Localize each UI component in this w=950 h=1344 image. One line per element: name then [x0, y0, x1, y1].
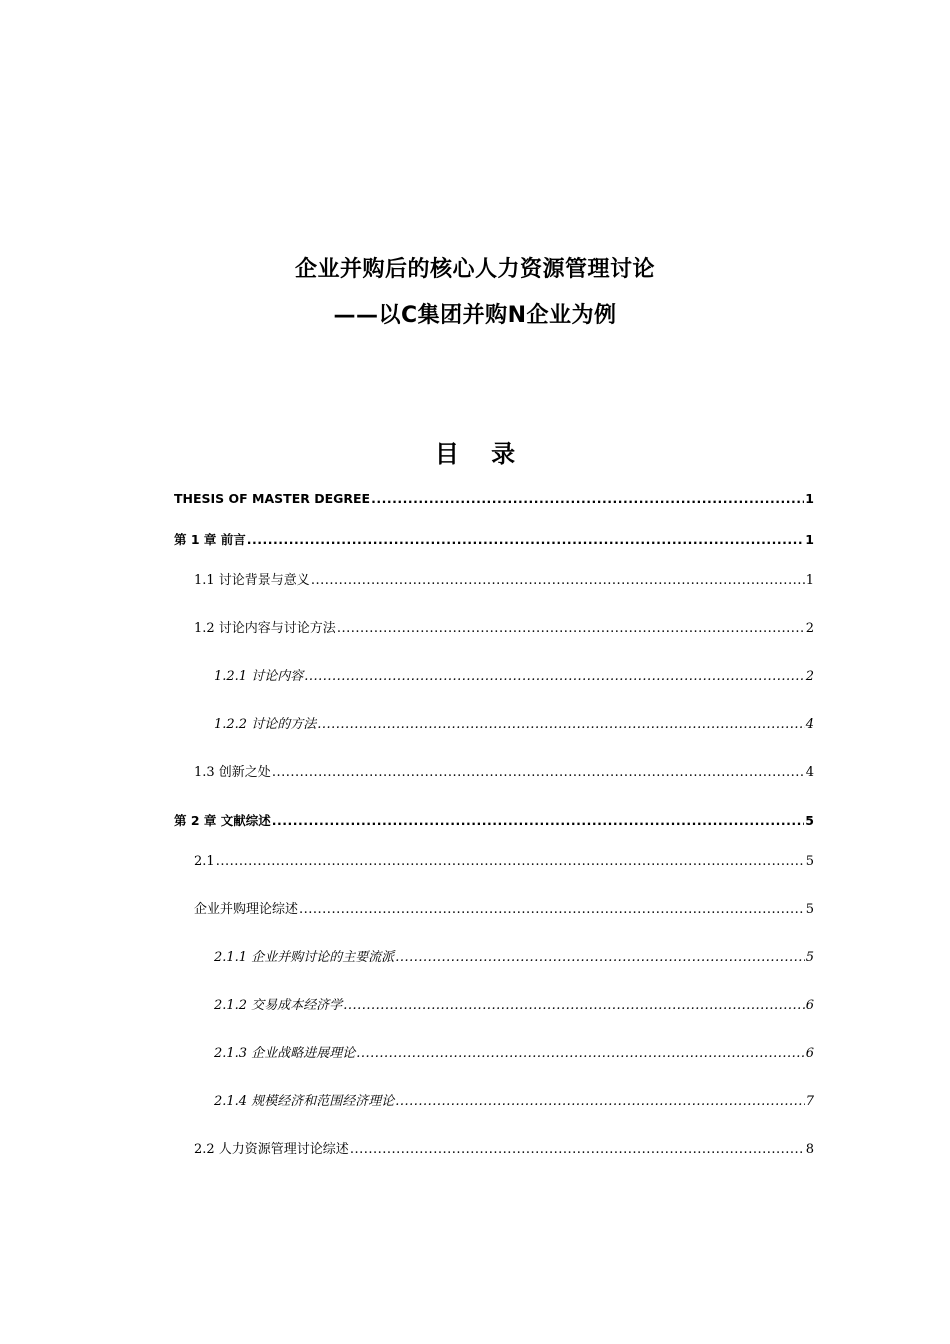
toc-leader-dots: [343, 997, 805, 1015]
toc-entry-label: 1.2 讨论内容与讨论方法: [194, 621, 336, 636]
toc-entry-page: 4: [805, 717, 814, 732]
toc-entry[interactable]: [214, 997, 814, 1015]
toc-entry-label: 2.1.1 企业并购讨论的主要流派: [214, 950, 395, 965]
toc-entry-page: 6: [805, 998, 814, 1013]
toc-leader-dots: [395, 1093, 805, 1111]
toc-leader-dots: [395, 949, 805, 967]
toc-entry[interactable]: [194, 764, 814, 782]
toc-entry-label: 企业并购理论综述: [194, 902, 299, 917]
toc-entry-page: 1: [805, 532, 814, 547]
toc-heading: 目 录: [434, 440, 528, 468]
toc-entry[interactable]: [214, 949, 814, 967]
document-subtitle: ——以C集团并购N企业为例: [333, 303, 617, 328]
toc-entry-page: 5: [805, 813, 814, 828]
toc-entry[interactable]: [174, 490, 814, 508]
toc-entry[interactable]: [214, 1045, 814, 1063]
toc-entry-label: 第 2 章 文献综述: [174, 813, 271, 828]
toc-leader-dots: [337, 620, 805, 638]
toc-entry-label: 1.3 创新之处: [194, 765, 271, 780]
toc-entry-page: 1: [805, 573, 814, 588]
toc-leader-dots: [272, 812, 805, 830]
toc-entry-label: 2.1.4 规模经济和范围经济理论: [214, 1094, 395, 1109]
toc-entry[interactable]: [214, 1093, 814, 1111]
toc-entry[interactable]: [214, 668, 814, 686]
toc-entry[interactable]: [174, 531, 814, 549]
toc-leader-dots: [317, 716, 805, 734]
toc-leader-dots: [371, 490, 804, 508]
toc-entry-page: 5: [805, 902, 814, 917]
toc-entry-page: 5: [805, 854, 814, 869]
toc-leader-dots: [311, 572, 805, 590]
toc-entry-label: 第 1 章 前言: [174, 532, 246, 547]
toc-entry[interactable]: [214, 716, 814, 734]
toc-entry-page: 6: [805, 1046, 814, 1061]
toc-leader-dots: [356, 1045, 805, 1063]
toc-entry-page: 5: [805, 950, 814, 965]
toc-entry-page: 2: [805, 621, 814, 636]
document-title: 企业并购后的核心人力资源管理讨论: [294, 257, 655, 282]
toc-entry-page: 4: [805, 765, 814, 780]
toc-entry-label: 1.2.2 讨论的方法: [214, 717, 317, 732]
toc-entry[interactable]: [194, 901, 814, 919]
toc-entry-label: THESIS OF MASTER DEGREE: [174, 491, 371, 506]
toc-entry-page: 8: [805, 1142, 814, 1157]
toc-entry-label: 2.1.3 企业战略进展理论: [214, 1046, 356, 1061]
toc-entry-label: 2.1.2 交易成本经济学: [214, 998, 343, 1013]
toc-entry[interactable]: [194, 620, 814, 638]
toc-leader-dots: [299, 901, 805, 919]
toc-entry-label: 1.1 讨论背景与意义: [194, 573, 310, 588]
toc-leader-dots: [304, 668, 805, 686]
toc-entry-label: 1.2.1 讨论内容: [214, 669, 304, 684]
toc-entry-page: 7: [805, 1094, 814, 1109]
toc-entry[interactable]: [194, 572, 814, 590]
toc-entry[interactable]: [194, 1141, 814, 1159]
toc-entry[interactable]: [194, 853, 814, 871]
toc-entry[interactable]: [174, 812, 814, 830]
toc-entry-page: 1: [805, 491, 814, 506]
toc-leader-dots: [216, 853, 805, 871]
toc-entry-label: 2.1: [194, 854, 215, 869]
toc-leader-dots: [272, 764, 805, 782]
toc-leader-dots: [247, 531, 805, 549]
toc-leader-dots: [350, 1141, 805, 1159]
toc-entry-page: 2: [805, 669, 814, 684]
toc-entry-label: 2.2 人力资源管理讨论综述: [194, 1142, 349, 1157]
